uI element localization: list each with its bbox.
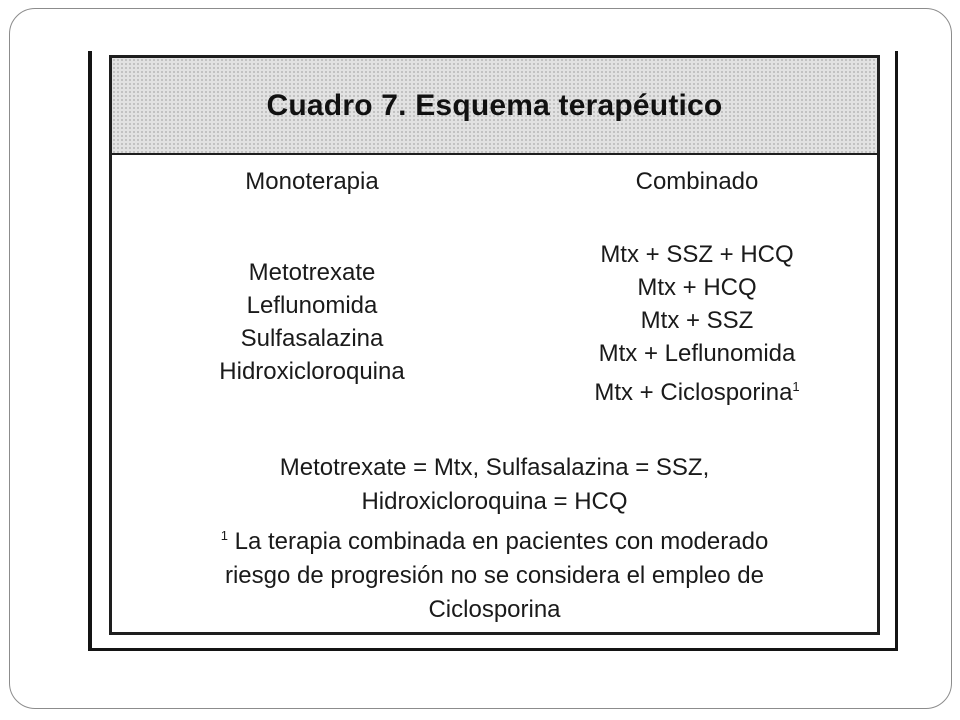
footnote-block bbox=[132, 451, 857, 627]
footnote-marker: 1 bbox=[220, 528, 228, 543]
list-item: Hidroxicloroquina bbox=[219, 358, 405, 385]
note-line-2: riesgo de progresión no se considera el empleo de bbox=[224, 562, 764, 589]
combinado-header: Combinado bbox=[635, 168, 759, 195]
list-item: Leflunomida bbox=[246, 292, 378, 319]
list-item: Mtx + HCQ bbox=[637, 274, 757, 301]
therapy-table bbox=[109, 55, 880, 635]
abbrev-line-1: Metotrexate = Mtx, Sulfasalazina = SSZ, bbox=[279, 454, 710, 481]
monoterapia-header: Monoterapia bbox=[245, 168, 379, 195]
list-item: Mtx + SSZ bbox=[640, 307, 754, 334]
title-band bbox=[112, 58, 877, 155]
list-item-with-footnote bbox=[527, 370, 867, 409]
note-text: La terapia combinada en pacientes con moderado bbox=[234, 528, 769, 555]
list-item: Mtx + Leflunomida bbox=[598, 340, 796, 367]
list-item: Metotrexate bbox=[248, 259, 376, 286]
list-item: Sulfasalazina bbox=[240, 325, 384, 352]
monoterapia-list bbox=[142, 256, 482, 388]
note-line-3: Ciclosporina bbox=[428, 596, 561, 623]
list-item-text: Mtx + Ciclosporina bbox=[594, 379, 793, 406]
table-image bbox=[88, 51, 898, 651]
list-item: Mtx + SSZ + HCQ bbox=[600, 241, 794, 268]
abbrev-line-2: Hidroxicloroquina = HCQ bbox=[361, 488, 628, 515]
slide-frame bbox=[9, 8, 952, 709]
note-line-1 bbox=[132, 519, 857, 559]
footnote-marker: 1 bbox=[792, 379, 800, 394]
combinado-list bbox=[527, 238, 867, 409]
table-title: Cuadro 7. Esquema terapéutico bbox=[266, 88, 723, 122]
